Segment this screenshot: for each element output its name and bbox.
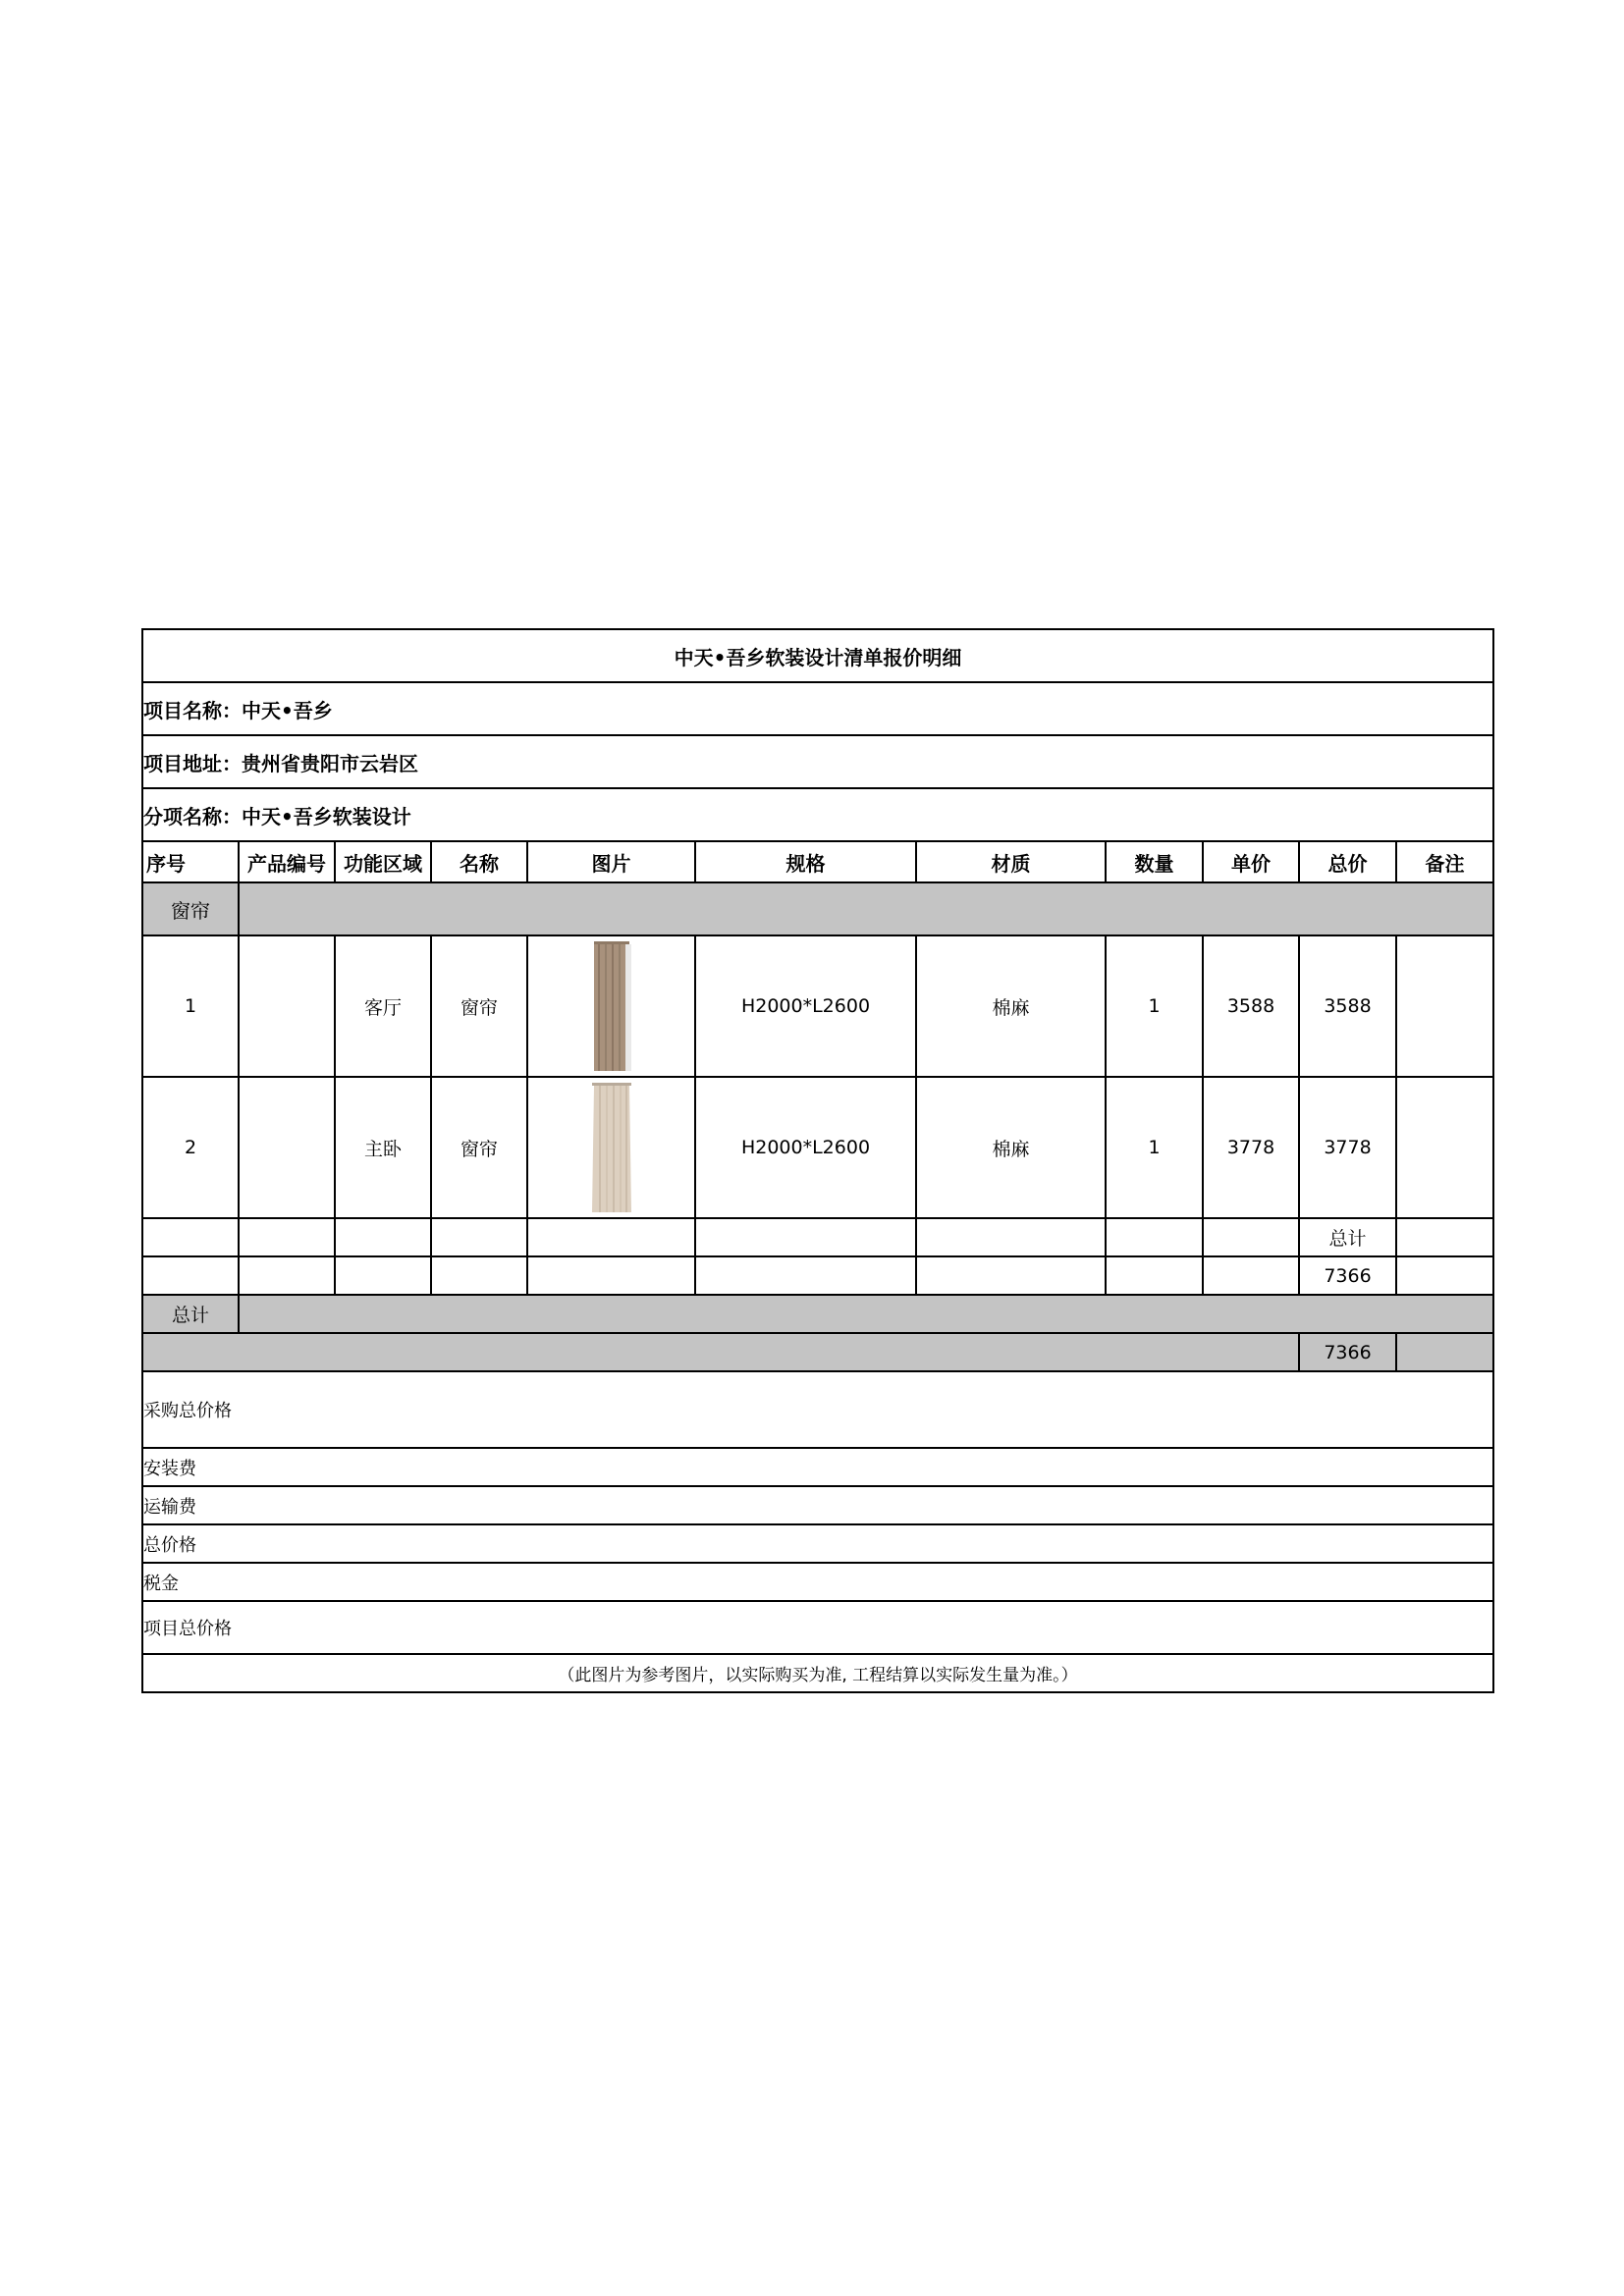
category-row	[142, 882, 1493, 935]
row-image	[527, 1077, 695, 1218]
table-row	[142, 935, 1493, 1077]
header-row	[142, 841, 1493, 882]
footer-note: （此图片为参考图片，以实际购买为准, 工程结算以实际发生量为准。）	[142, 1654, 1493, 1692]
header-name: 名称	[431, 841, 527, 882]
row-unit-price: 3778	[1203, 1077, 1299, 1218]
purchase-total-label: 采购总价格	[142, 1371, 1493, 1448]
row-qty: 1	[1106, 1077, 1203, 1218]
row-spec: H2000*L2600	[695, 935, 916, 1077]
grand-total-label: 总计	[142, 1295, 239, 1333]
row-spec: H2000*L2600	[695, 1077, 916, 1218]
row-name: 窗帘	[431, 935, 527, 1077]
grand-total-value: 7366	[1299, 1333, 1396, 1371]
header-total: 总价	[1299, 841, 1396, 882]
curtain-image-brown	[590, 941, 633, 1071]
row-qty: 1	[1106, 935, 1203, 1077]
grand-total-value-row	[142, 1333, 1493, 1371]
row-material: 棉麻	[916, 935, 1106, 1077]
subitem-name: 分项名称：中天•吾乡软装设计	[142, 788, 1493, 841]
row-image	[527, 935, 695, 1077]
header-material: 材质	[916, 841, 1106, 882]
row-area: 客厅	[335, 935, 431, 1077]
subtotal-value: 7366	[1299, 1256, 1396, 1295]
tax-label: 税金	[142, 1563, 1493, 1601]
subtotal-label: 总计	[1299, 1218, 1396, 1256]
row-area: 主卧	[335, 1077, 431, 1218]
grand-total-label-row	[142, 1295, 1493, 1333]
installation-fee-label: 安装费	[142, 1448, 1493, 1486]
project-name: 项目名称：中天•吾乡	[142, 682, 1493, 735]
header-image: 图片	[527, 841, 695, 882]
category-label: 窗帘	[142, 882, 239, 935]
table-row	[142, 1077, 1493, 1218]
header-remark: 备注	[1396, 841, 1493, 882]
header-product-code: 产品编号	[239, 841, 335, 882]
row-no: 1	[142, 935, 239, 1077]
subtotal-label-row	[142, 1218, 1493, 1256]
shipping-fee-label: 运输费	[142, 1486, 1493, 1524]
row-code	[239, 935, 335, 1077]
row-unit-price: 3588	[1203, 935, 1299, 1077]
header-qty: 数量	[1106, 841, 1203, 882]
subtotal-value-row	[142, 1256, 1493, 1295]
row-no: 2	[142, 1077, 239, 1218]
project-total-label: 项目总价格	[142, 1601, 1493, 1654]
curtain-image-beige	[590, 1083, 633, 1212]
row-remark	[1396, 1077, 1493, 1218]
header-no: 序号	[142, 841, 239, 882]
total-price-label: 总价格	[142, 1524, 1493, 1563]
header-unit-price: 单价	[1203, 841, 1299, 882]
row-material: 棉麻	[916, 1077, 1106, 1218]
row-remark	[1396, 935, 1493, 1077]
row-code	[239, 1077, 335, 1218]
project-address: 项目地址：贵州省贵阳市云岩区	[142, 735, 1493, 788]
row-name: 窗帘	[431, 1077, 527, 1218]
header-area: 功能区域	[335, 841, 431, 882]
row-total: 3778	[1299, 1077, 1396, 1218]
row-total: 3588	[1299, 935, 1396, 1077]
header-spec: 规格	[695, 841, 916, 882]
document-title: 中天•吾乡软装设计清单报价明细	[142, 629, 1493, 682]
quotation-table	[141, 628, 1494, 1693]
